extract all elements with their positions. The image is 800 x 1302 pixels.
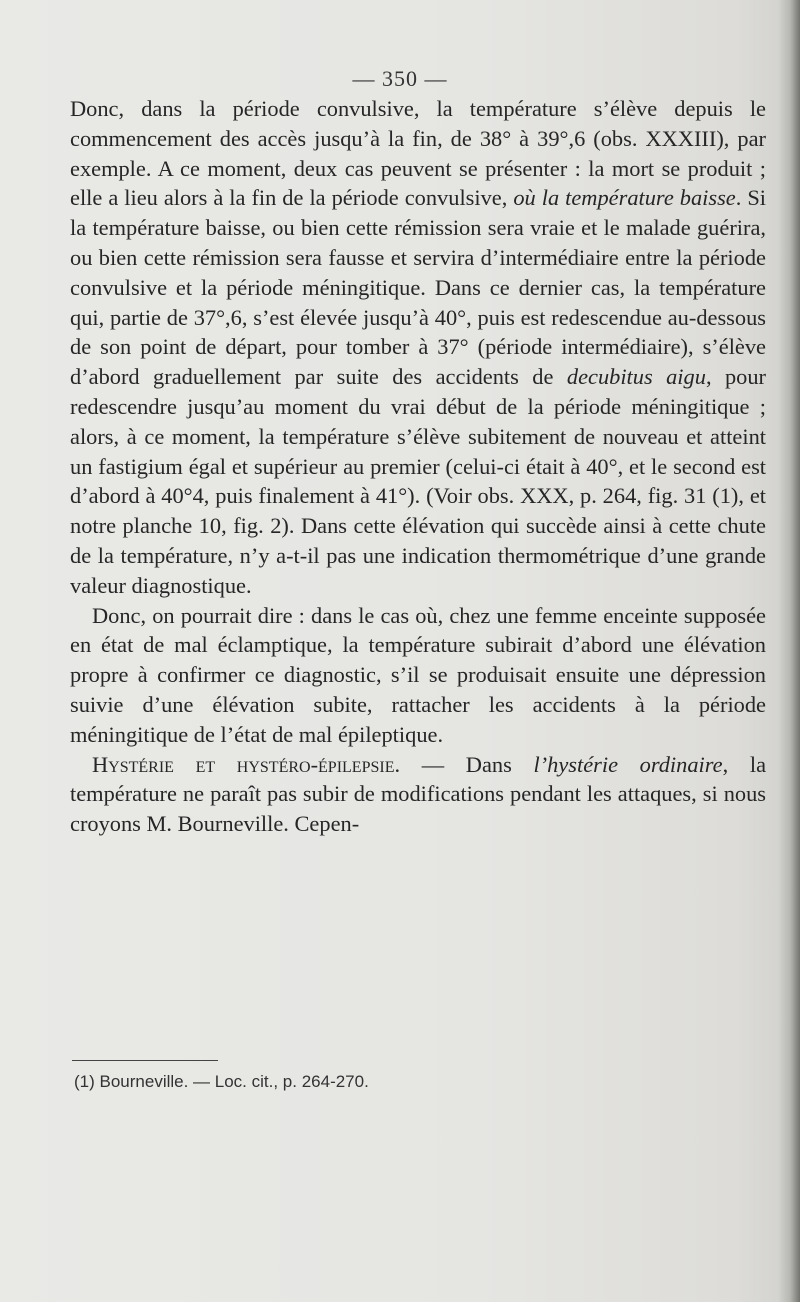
- paragraph-3-part-1: — Dans: [400, 751, 534, 777]
- paragraph-hysteria: [70, 750, 766, 839]
- paragraph-3-part-2: , la température ne paraît pas subir de modifications pendant les attaques, si nous croyons M. Bourneville. Cepen-: [70, 751, 767, 837]
- paragraph-3-italic: l’hystérie ordinaire: [533, 751, 723, 777]
- paragraph-diagnosis: Donc, on pourrait dire : dans le cas où, chez une femme enceinte supposée en état de mal éclamptique, la température subirait d’abord une élévation propre à confirmer ce diagnostic, s’il se produisait ensuite une dépression suivie d’une élévation subite, rattacher les accidents à la période méningitique de l’état de mal épileptique.: [70, 602, 766, 747]
- page-number: — 350 —: [352, 66, 448, 91]
- paragraph-1-part-1: Donc, dans la période convulsive, la température s’élève depuis le commencement des accès jusqu’à la fin, de 38° à 39°,6 (obs. XXXIII), par exemple. A ce moment, deux cas peuvent se présenter : la mort se produit ; elle a lieu alors à la fin de la période convulsive,: [70, 96, 766, 211]
- footnote-divider: [72, 1060, 218, 1061]
- body-text: [70, 94, 766, 839]
- paragraph-1-italic-2: decubitus aigu: [566, 364, 706, 390]
- footnote: (1) Bourneville. — Loc. cit., p. 264-270.: [74, 1072, 369, 1091]
- section-heading-hysteria: Hystérie et hystéro-épilepsie.: [92, 751, 401, 777]
- paragraph-1-part-2: . Si la température baisse, ou bien cette rémission sera vraie et le malade guérira, ou bien cette rémission sera fausse et servira d’intermédiaire entre la période convulsive et la période méningitique. Dans ce dernier cas, la température qui, partie de 37°,6, s’est élevée jusqu’à 40°, puis est redescendue au-dessous de son point de départ, pour tomber à 37° (période intermédiaire), s’élève d’abord graduellement par suite des accidents de: [70, 185, 767, 390]
- paragraph-1-italic-1: où la température baisse: [513, 185, 736, 211]
- paragraph-1-part-3: , pour redescendre jusqu’au moment du vrai début de la période méningitique ; alors, à ce moment, la température s’élève subitement de nouveau et atteint un fastigium égal et supérieur au premier (celui-ci était à 40°, et le second est d’abord à 40°4, puis finalement à 41°). (Voir obs. XXX, p. 264, fig. 31 (1), et notre planche 10, fig. 2). Dans cette élévation qui succède ainsi à cette chute de la température, n’y a-t-il pas une indication thermométrique d’une grande valeur diagnostique.: [70, 364, 767, 598]
- paragraph-temperature-phases: [70, 94, 766, 601]
- page-edge-shadow: [778, 0, 800, 1302]
